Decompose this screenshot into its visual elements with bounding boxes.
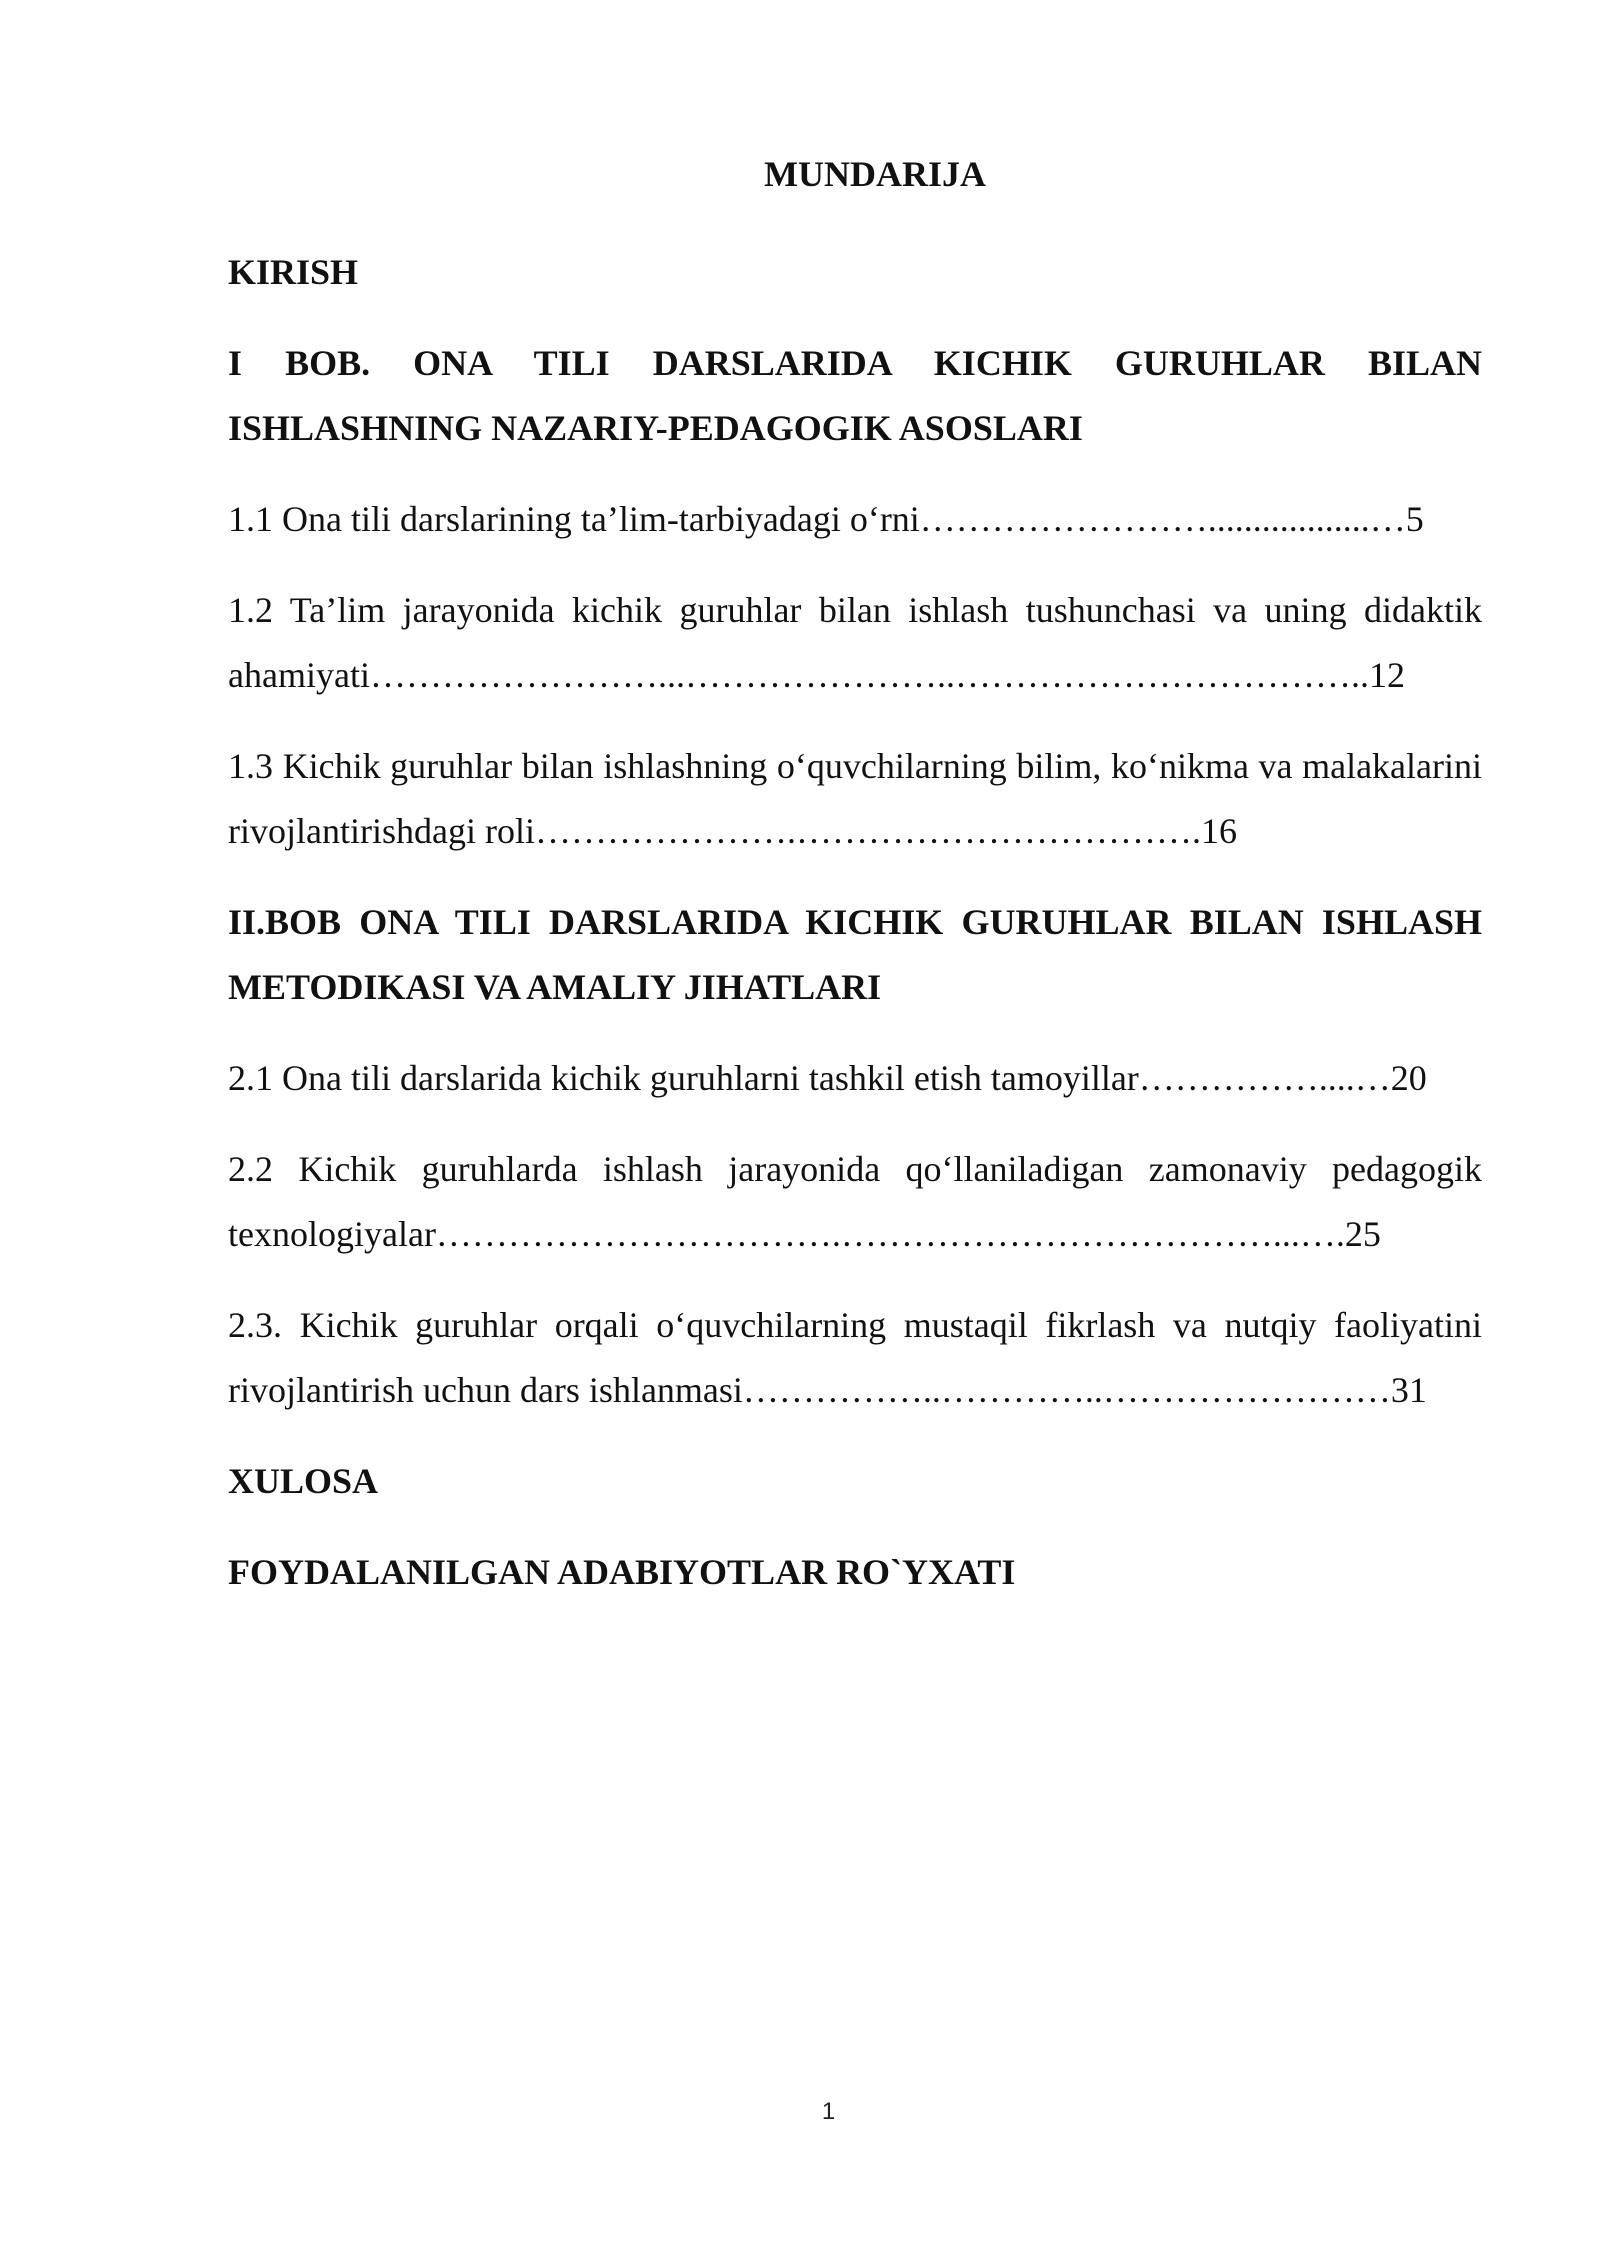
toc-item-2-2: 2.2 Kichik guruhlarda ishlash jarayonida qo‘llaniladigan zamonaviy pedagogik texnologiyalar…………………………….………………………………...….25 (228, 1149, 1482, 1254)
toc-item-2-3: 2.3. Kichik guruhlar orqali o‘quvchilarning mustaqil fikrlash va nutqiy faoliyatini rivojlantirish uchun dars ishlanmasi……………..…………..……………………31 (228, 1305, 1482, 1410)
toc-references: FOYDALANILGAN ADABIYOTLAR RO`YXATI (228, 1552, 1016, 1592)
table-of-contents (228, 148, 1482, 1631)
toc-chapter1-heading: I BOB. ONA TILI DARSLARIDA KICHIK GURUHLAR BILAN ISHLASHNING NAZARIY-PEDAGOGIK ASOSLARI (228, 343, 1482, 448)
toc-intro: KIRISH (228, 252, 359, 292)
toc-conclusion: XULOSA (228, 1461, 379, 1501)
toc-item-1-3: 1.3 Kichik guruhlar bilan ishlashning o‘quvchilarning bilim, ko‘nikma va malakalarini rivojlantirishdagi roli………………….…………………………….16 (228, 746, 1482, 851)
toc-item-2-1: 2.1 Ona tili darslarida kichik guruhlarni tashkil etish tamoyillar……………....…20 (228, 1058, 1427, 1098)
toc-chapter2-heading: II.BOB ONA TILI DARSLARIDA KICHIK GURUHLAR BILAN ISHLASH METODIKASI VA AMALIY JIHATLARI (228, 902, 1482, 1007)
page-number: 1 (821, 2098, 836, 2125)
toc-item-1-2: 1.2 Ta’lim jarayonida kichik guruhlar bilan ishlash tushunchasi va uning didaktik ahamiyati……………………...…………………..……………………………..12 (228, 590, 1482, 695)
toc-item-1-1: 1.1 Ona tili darslarining ta’lim-tarbiyadagi o‘rni……………………..................…5 (228, 499, 1424, 539)
page-title: MUNDARIJA (764, 154, 986, 194)
